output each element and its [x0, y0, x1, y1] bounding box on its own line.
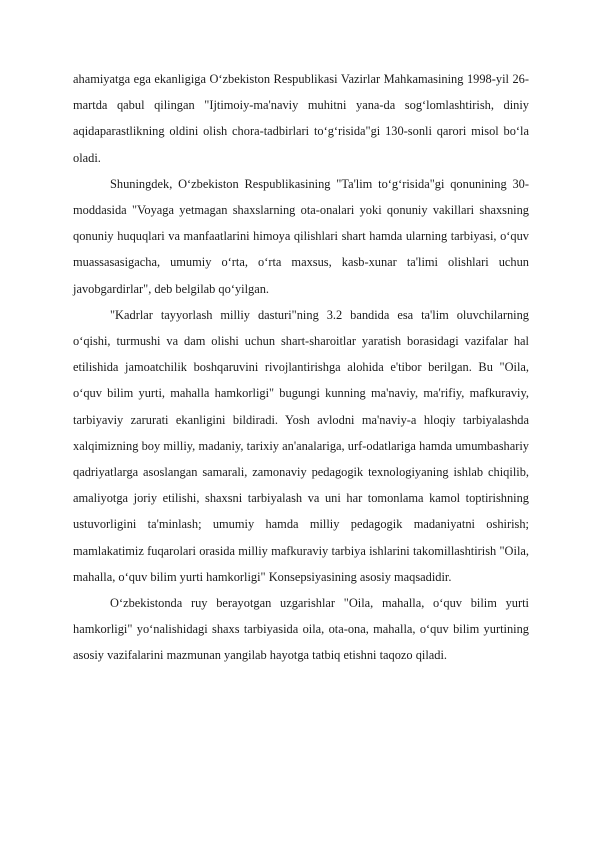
paragraph-continuation: ahamiyatga ega ekanligiga O‘zbekiston Respublikasi Vazirlar Mahkamasining 1998-yil 26-martda qabul qilingan "Ijtimoiy-ma'naviy muhitni yana-da sog‘lomlashtirish, diniy aqidaparastlikning oldini olish chora-tadbirlari to‘g‘risida"gi 130-sonli qarori misol bo‘la oladi. [73, 72, 529, 165]
paragraph-education-law: Shuningdek, O‘zbekiston Respublikasining "Ta'lim to‘g‘risida"gi qonunining 30-moddasida "Voyaga yetmagan shaxslarning ota-onalari yoki qonuniy vakillari shaxsning qonuniy huquqlari va manfaatlarini himoya qilishlari shart hamda ularning tarbiyasi, o‘quv muassasasigacha, umumiy o‘rta, o‘rta maxsus, kasb-xunar ta'limi olishlari uchun javobgardirlar", deb belgilab qo‘yilgan. [73, 176, 529, 296]
paragraph-changes-uzbekistan: O‘zbekistonda ruy berayotgan uzgarishlar "Oila, mahalla, o‘quv bilim yurti hamkorligi" yo‘nalishidagi shaxs tarbiyasida oila, ota-ona, mahalla, o‘quv bilim yurtining asosiy vazifalarini mazmunan yangilab hayotga tatbiq etishni taqozo qiladi. [73, 596, 529, 663]
document-body [73, 66, 529, 669]
paragraph-personnel-program: "Kadrlar tayyorlash milliy dasturi"ning 3.2 bandida esa ta'lim oluvchilarning o‘qishi, turmushi va dam olishi uchun shart-sharoitlar yaratish borasidagi vazifalar hal etilishida jamoatchilik boshqaruvini rivojlantirishga alohida e'tibor berilgan. Bu "Oila, o‘quv bilim yurti, mahalla hamkorligi" bugungi kunning ma'naviy, ma'rifiy, mafkuraviy, tarbiyaviy zarurati ekanligini bildiradi. Yosh avlodni ma'naviy-a hloqiy tarbiyalashda xalqimizning boy milliy, madaniy, tarixiy an'analariga, urf-odatlariga hamda umumbashariy qadriyatlarga asoslangan samarali, zamonaviy pedagogik texnologiyaning ishlab chiqilib, amaliyotga joriy etilishi, shaxsni tarbiyalash va uni har tomonlama kamol toptirishning ustuvorligini ta'minlash; umumiy hamda milliy pedagogik madaniyatni oshirish; mamlakatimiz fuqarolari orasida milliy mafkuraviy tarbiya ishlarini takomillashtirish "Oila, mahalla, o‘quv bilim yurti hamkorligi" Konsepsiyasining asosiy maqsadidir. [73, 307, 529, 584]
